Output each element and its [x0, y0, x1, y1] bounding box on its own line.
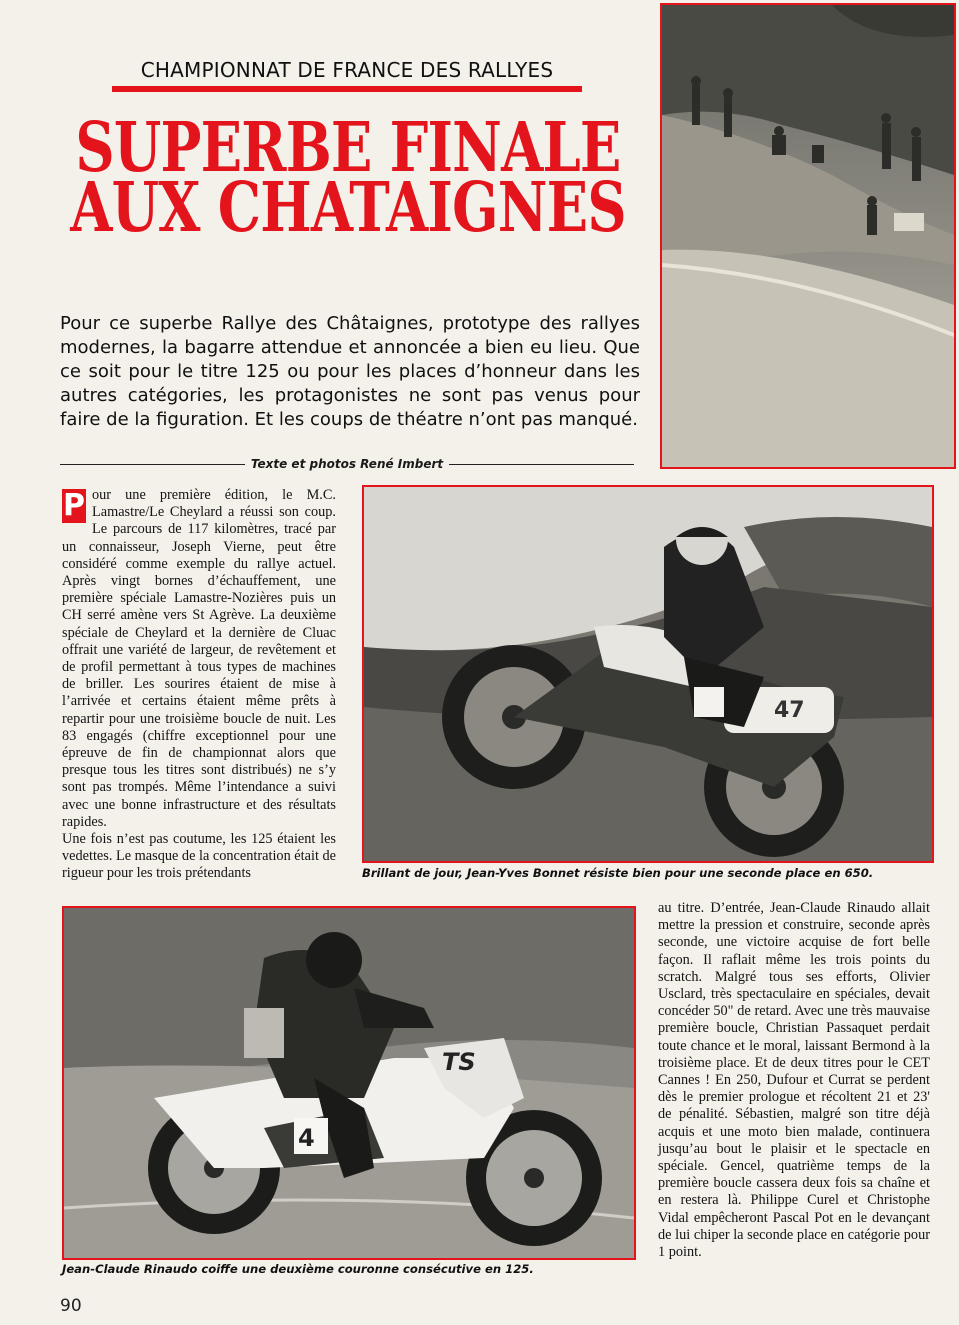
- caption-rinaudo: Jean-Claude Rinaudo coiffe une deuxième couronne consécutive en 125.: [62, 1262, 534, 1276]
- byline-text: Texte et photos René Imbert: [250, 457, 444, 471]
- lead-paragraph: Pour ce superbe Rallye des Châtaignes, prototype des rallyes modernes, la bagarre attendue et annoncée a bien eu lieu. Que ce soit pour le titre 125 ou pour les places d’honneur dans les autres catégories, les protagonistes ne sont pas venus pour faire de la figuration. Et les coups de théatre n’ont pas manqué.: [60, 313, 640, 430]
- title-line-1: SUPERBE FINALE: [75, 108, 621, 188]
- article-column-1: [62, 487, 336, 883]
- article-paragraph-2: Une fois n’est pas coutume, les 125 étaient les vedettes. Le masque de la concentration était de rigueur pour les trois prétendants: [62, 831, 336, 882]
- article-column-2: au titre. D’entrée, Jean-Claude Rinaudo allait mettre la pression et construire, seconde après seconde, une victoire acquise de fort belle façon. Il raflait même les trois points du scratch. Malgré tous ses efforts, Olivier Usclard, très spectaculaire en spéciales, devait concéder 50" de retard. Avec une très mauvaise première boucle, Christian Passaquet perdait toute chance et le moral, laissant Bermond à la troisième place. Et de deux titres pour le CET Cannes ! En 250, Dufour et Currat se perdent dès le premier prologue et récoltent 21 et 23' de pénalité. Sébastien, malgré son titre déjà acquis et une moto bien malade, continuera jusqu’au bout le plaisir et le spectacle en spéciale. Gencel, quatrième temps de la première boucle cassera deux fois sa chaîne et en restera là. Philippe Curel et Christophe Vidal empêcheront Pascal Pot en le devançant de lui chiper la seconde place en catégorie pour 1 point.: [658, 900, 930, 1261]
- kicker-heading: CHAMPIONNAT DE FRANCE DES RALLYES: [112, 56, 582, 92]
- rinaudo-brand-decal: TS: [442, 1048, 476, 1076]
- article-title: [56, 108, 640, 248]
- caption-bonnet: Brillant de jour, Jean-Yves Bonnet résiste bien pour une seconde place en 650.: [362, 866, 874, 880]
- byline-rule-right: [449, 464, 634, 465]
- byline: [60, 454, 634, 474]
- rinaudo-number-plate: 4: [298, 1124, 315, 1152]
- byline-rule-left: [60, 464, 245, 465]
- title-line-2: AUX CHATAIGNES: [70, 168, 626, 248]
- page-number: 90: [60, 1296, 82, 1316]
- photo-bonnet: [362, 485, 934, 863]
- photo-rinaudo: [62, 906, 636, 1260]
- photo-spectators: [660, 3, 956, 469]
- bonnet-number-plate: 47: [774, 698, 805, 723]
- article-paragraph-1: P our une première édition, le M.C. Lamastre/Le Cheylard a réussi son coup. Le parcours de 117 kilomètres, tracé par un connaisseur, Joseph Vierne, peut être considéré comme exemple du rallye actuel. Après vingt bornes d’échauffement, une première spéciale Lamastre-Nozières puis un CH serré amène vers St Agrève. La deuxième spéciale de Cheylard et la dernière de Cluac offrait une variété de largeur, de revêtement et de profil permettant à tous types de machines de briller. Les sourires étaient de mise à l’arrivée et certains étaient même prêts à repartir pour une troisième boucle de nuit. Les 83 engagés (chiffre exceptionnel pour une épreuve de fin de championnat alors que presque tous les titres sont distribués) ne s’y sont pas trompés. Même l’intendance a suivi avec une bonne infrastructure et des résultats rapides.: [62, 487, 336, 830]
- dropcap: P: [63, 488, 85, 523]
